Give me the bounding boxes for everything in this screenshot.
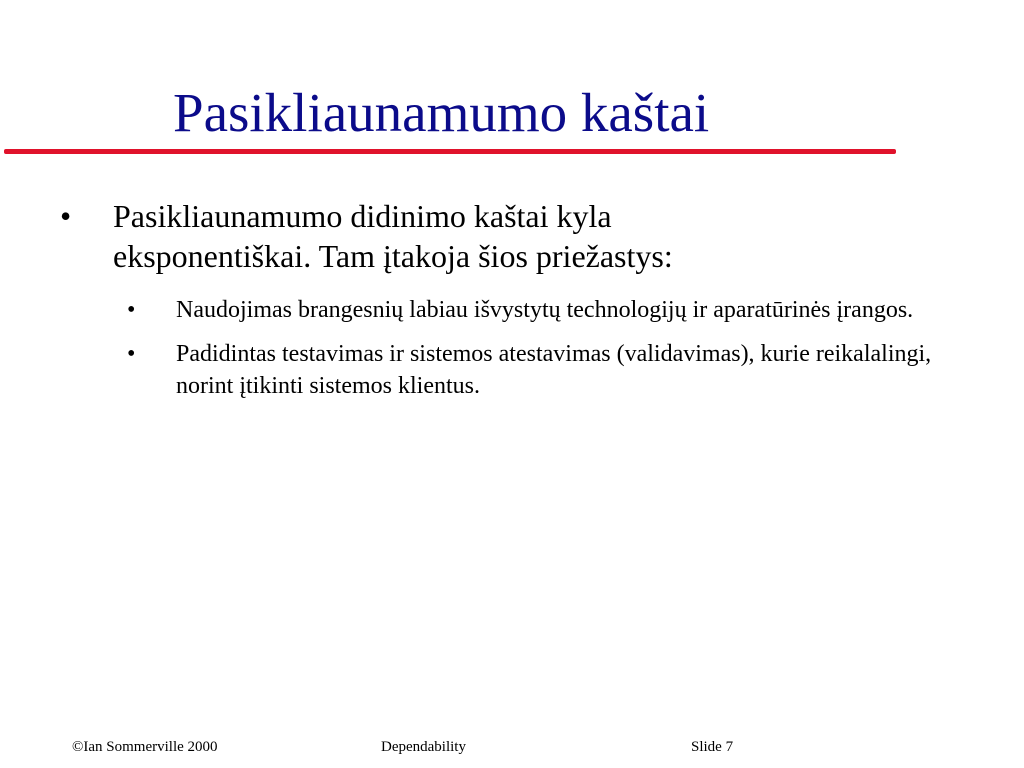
bullet-text: Pasikliaunamumo didinimo kaštai kyla eksponentiškai. Tam įtakoja šios priežastys: [113, 198, 673, 274]
sub-bullet-item [0, 294, 976, 326]
bullet-list [0, 196, 1024, 414]
sub-bullet-text: Padidintas testavimas ir sistemos atestavimas (validavimas), kurie reikalalingi, norint įtikinti sistemos klientus. [176, 341, 932, 399]
title-underline [4, 149, 896, 154]
sub-bullet-marker: • [127, 341, 136, 367]
bullet-item [0, 196, 793, 276]
sub-bullet-text: Naudojimas brangesnių labiau išvystytų technologijų ir aparatūrinės įrangos. [176, 297, 914, 323]
sub-bullet-marker: • [127, 297, 136, 323]
footer-topic: Dependability [381, 739, 466, 755]
bullet-marker: • [60, 198, 72, 234]
slide-title: Pasikliaunamumo kaštai [173, 82, 710, 143]
footer-copyright: ©Ian Sommerville 2000 [72, 739, 218, 755]
sub-bullet-list [0, 294, 1024, 402]
sub-bullet-item [0, 338, 976, 402]
footer-slide-number: Slide 7 [691, 739, 734, 755]
